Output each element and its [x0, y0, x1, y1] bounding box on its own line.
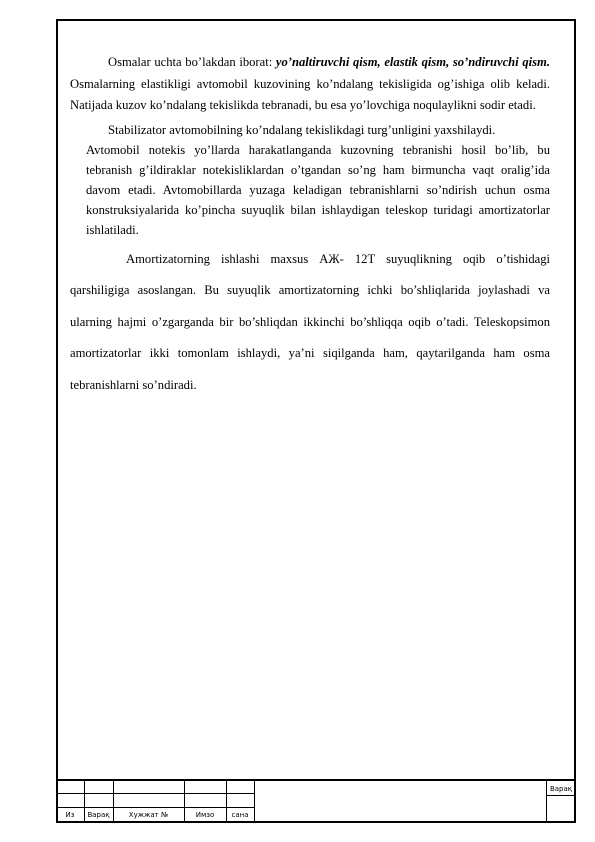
paragraph-1-intro: Osmalar uchta bo’lakdan iborat: [108, 55, 276, 69]
paragraph-2-first-line: Stabilizator avtomobilning ko’ndalang tekislikdagi turg’unligini yaxshilaydi. [108, 122, 496, 137]
stamp-imzo: Имзо [195, 811, 215, 819]
stamp-varoq: Варақ [87, 811, 110, 819]
stamp-sana: сана [231, 811, 249, 819]
paragraph-1 [70, 52, 550, 117]
paragraph-2-body: Avtomobil notekis yo’llarda harakatlanganda kuzovning tebranishi hosil bo’lib, bu tebranish g’ildiraklar notekisliklardan o’tgandan so’ng ham birmuncha vaqt oralig’ida davom etadi. Avtomobillarda yuzaga keladigan tebranishlarni so’ndirish uchun osma konstruksiyalarida ko’pincha suyuqlik bilan ishlaydigan teleskop turidagi amortizatorlar ishlatiladi. [86, 142, 550, 237]
title-block [56, 779, 576, 823]
stamp-varoq-right: Варақ [549, 785, 573, 793]
paragraph-1-rest: Osmalarning elastikligi avtomobil kuzovining ko’ndalang tekisligida og’ishiga olib keladi. Natijada kuzov ko’ndalang tekislikda tebranadi, bu esa yo’lovchiga noqulaylikni sodir etadi. [70, 76, 550, 112]
document-body [70, 52, 550, 401]
stamp-iz: Из [65, 811, 75, 819]
paragraph-2 [86, 117, 550, 240]
paragraph-1-parts: yo’naltiruvchi qism, elastik qism, so’ndiruvchi qism. [275, 55, 550, 69]
paragraph-3: Amortizatorning ishlashi maxsus АЖ- 12Т suyuqlikning oqib o’tishidagi qarshiligiga asoslangan. Bu suyuqlik amortizatorning ichki bo’shliqlarida joylashadi va ularning hajmi o’zgarganda bir bo’shliqdan ikkinchi bo’shliqqa oqib o’tadi. Teleskopsimon amortizatorlar ikki tomonlam ishlaydi, ya’ni siqilganda ham, qaytarilganda ham osma tebranishlarni so’ndiradi. [70, 251, 550, 392]
stamp-hujjat: Хужжат № [128, 811, 169, 819]
